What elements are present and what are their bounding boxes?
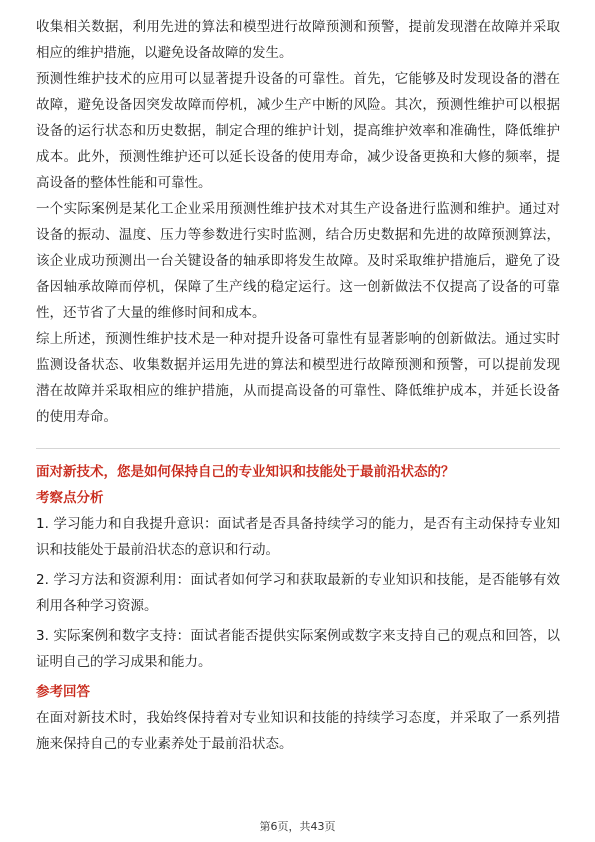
body-paragraph: 一个实际案例是某化工企业采用预测性维护技术对其生产设备进行监测和维护。通过对设备的振动、温度、压力等参数进行实时监测，结合历史数据和先进的故障预测算法，该企业成功预测出一台关键设备的轴承即将发生故障。及时采取维护措施后，避免了设备因轴承故障而停机，保障了生产线的稳定运行。这一创新做法不仅提高了设备的可靠性，还节省了大量的维修时间和成本。 [36,201,560,321]
body-paragraph: 预测性维护技术的应用可以显著提升设备的可靠性。首先，它能够及时发现设备的潜在故障，避免设备因突发故障而停机，减少生产中断的风险。其次，预测性维护可以根据设备的运行状态和历史数据，制定合理的维护计划，提高维护效率和准确性，降低维护成本。此外，预测性维护还可以延长设备的使用寿命，减少设备更换和大修的频率，提高设备的整体性能和可靠性。 [36,71,560,191]
body-paragraph: 综上所述，预测性维护技术是一种对提升设备可靠性有显著影响的创新做法。通过实时监测设备状态、收集数据并运用先进的算法和模型进行故障预测和预警，可以提前发现潜在故障并采取相应的维护措施，从而提高设备的可靠性、降低维护成本，并延长设备的使用寿命。 [36,331,560,425]
analysis-item: 2. 学习方法和资源利用：面试者如何学习和获取最新的专业知识和技能，是否能够有效利用各种学习资源。 [36,572,560,614]
document-page [36,14,560,757]
analysis-item: 3. 实际案例和数字支持：面试者能否提供实际案例或数字来支持自己的观点和回答，以证明自己的学习成果和能力。 [36,628,560,670]
section-divider [36,448,560,449]
analysis-item: 1. 学习能力和自我提升意识：面试者是否具备持续学习的能力，是否有主动保持专业知识和技能处于最前沿状态的意识和行动。 [36,516,560,558]
analysis-heading: 考察点分析 [36,490,104,506]
page-number: 第6页，共43页 [259,820,336,833]
answer-paragraph: 在面对新技术时，我始终保持着对专业知识和技能的持续学习态度，并采取了一系列措施来保持自己的专业素养处于最前沿状态。 [36,710,560,752]
answer-heading: 参考回答 [36,684,90,700]
body-paragraph: 收集相关数据，利用先进的算法和模型进行故障预测和预警，提前发现潜在故障并采取相应的维护措施，以避免设备故障的发生。 [36,19,560,61]
question-title: 面对新技术，您是如何保持自己的专业知识和技能处于最前沿状态的？ [36,464,455,480]
